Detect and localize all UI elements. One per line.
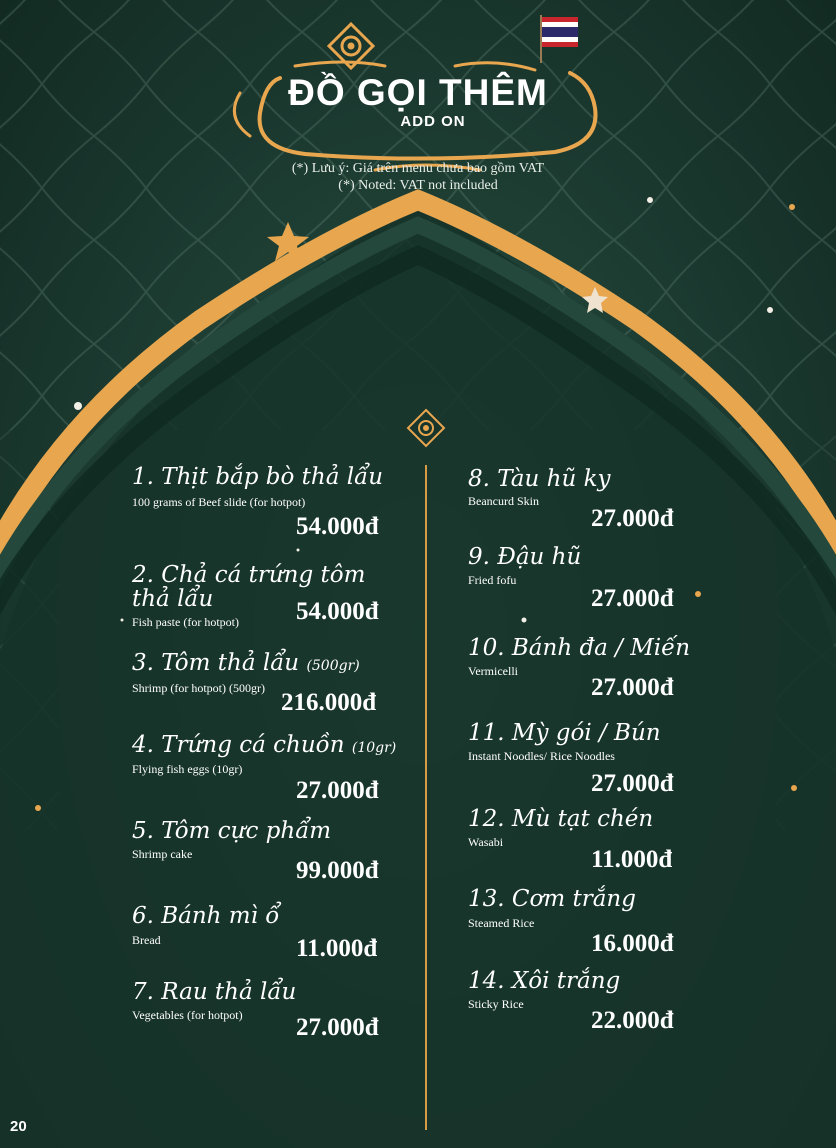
item-desc: Fish paste (for hotpot) [132, 615, 239, 629]
item-name: 2. Chả cá trứng tôm [132, 562, 366, 588]
item-desc: Flying fish eggs (10gr) [132, 762, 243, 776]
item-price: 27.000đ [296, 1014, 379, 1041]
item-name: 7. Rau thả lẩu [132, 979, 297, 1005]
item-desc: Bread [132, 933, 161, 947]
page-title: ĐỒ GỌI THÊM [288, 72, 548, 113]
item-desc: Steamed Rice [468, 916, 535, 930]
item-name: 14. Xôi trắng [468, 968, 621, 994]
item-name: 12. Mù tạt chén [468, 806, 654, 832]
item-price: 27.000đ [591, 674, 674, 701]
column-divider [425, 465, 427, 1130]
item-price: 11.000đ [591, 846, 673, 873]
item-price: 11.000đ [296, 935, 378, 962]
item-name: 11. Mỳ gói / Bún [468, 720, 661, 746]
item-desc: Vermicelli [468, 664, 518, 678]
item-name: 13. Cơm trắng [468, 886, 636, 912]
item-desc: Sticky Rice [468, 997, 524, 1011]
item-desc: Beancurd Skin [468, 494, 539, 508]
thai-flag-icon [538, 15, 580, 63]
page-subtitle: ADD ON [400, 113, 466, 130]
item-price: 99.000đ [296, 857, 379, 884]
item-name: 9. Đậu hũ [468, 544, 582, 570]
item-price: 16.000đ [591, 930, 674, 957]
item-name-line2: thả lẩu [132, 586, 214, 612]
item-desc: Shrimp (for hotpot) (500gr) [132, 681, 265, 695]
vat-note-vi: (*) Lưu ý: Giá trên menu chưa bao gồm VAT [291, 161, 545, 176]
item-price: 27.000đ [591, 585, 674, 612]
item-price: 54.000đ [296, 598, 379, 625]
item-price: 27.000đ [591, 770, 674, 797]
item-name: 1. Thịt bắp bò thả lẩu [132, 464, 384, 490]
page-number: 20 [10, 1118, 27, 1135]
vat-note-en: (*) Noted: VAT not included [338, 178, 498, 193]
top-emblem-icon [327, 22, 375, 70]
item-name: 10. Bánh đa / Miến [468, 635, 691, 661]
item-desc: 100 grams of Beef slide (for hotpot) [132, 495, 306, 509]
item-desc: Shrimp cake [132, 847, 193, 861]
item-price: 54.000đ [296, 513, 379, 540]
item-price: 27.000đ [296, 777, 379, 804]
item-price: 27.000đ [591, 505, 674, 532]
item-desc: Vegetables (for hotpot) [132, 1008, 243, 1022]
item-name: 3. Tôm thả lẩu (500gr) [132, 650, 360, 676]
item-price: 216.000đ [281, 689, 377, 716]
item-price: 22.000đ [591, 1007, 674, 1034]
item-desc: Wasabi [468, 835, 504, 849]
item-name: 4. Trứng cá chuồn (10gr) [132, 732, 397, 758]
item-desc: Instant Noodles/ Rice Noodles [468, 749, 615, 763]
item-name: 6. Bánh mì ổ [132, 903, 280, 929]
item-desc: Fried fofu [468, 573, 517, 587]
item-name: 5. Tôm cực phẩm [132, 818, 332, 844]
item-name: 8. Tàu hũ ky [468, 466, 611, 492]
